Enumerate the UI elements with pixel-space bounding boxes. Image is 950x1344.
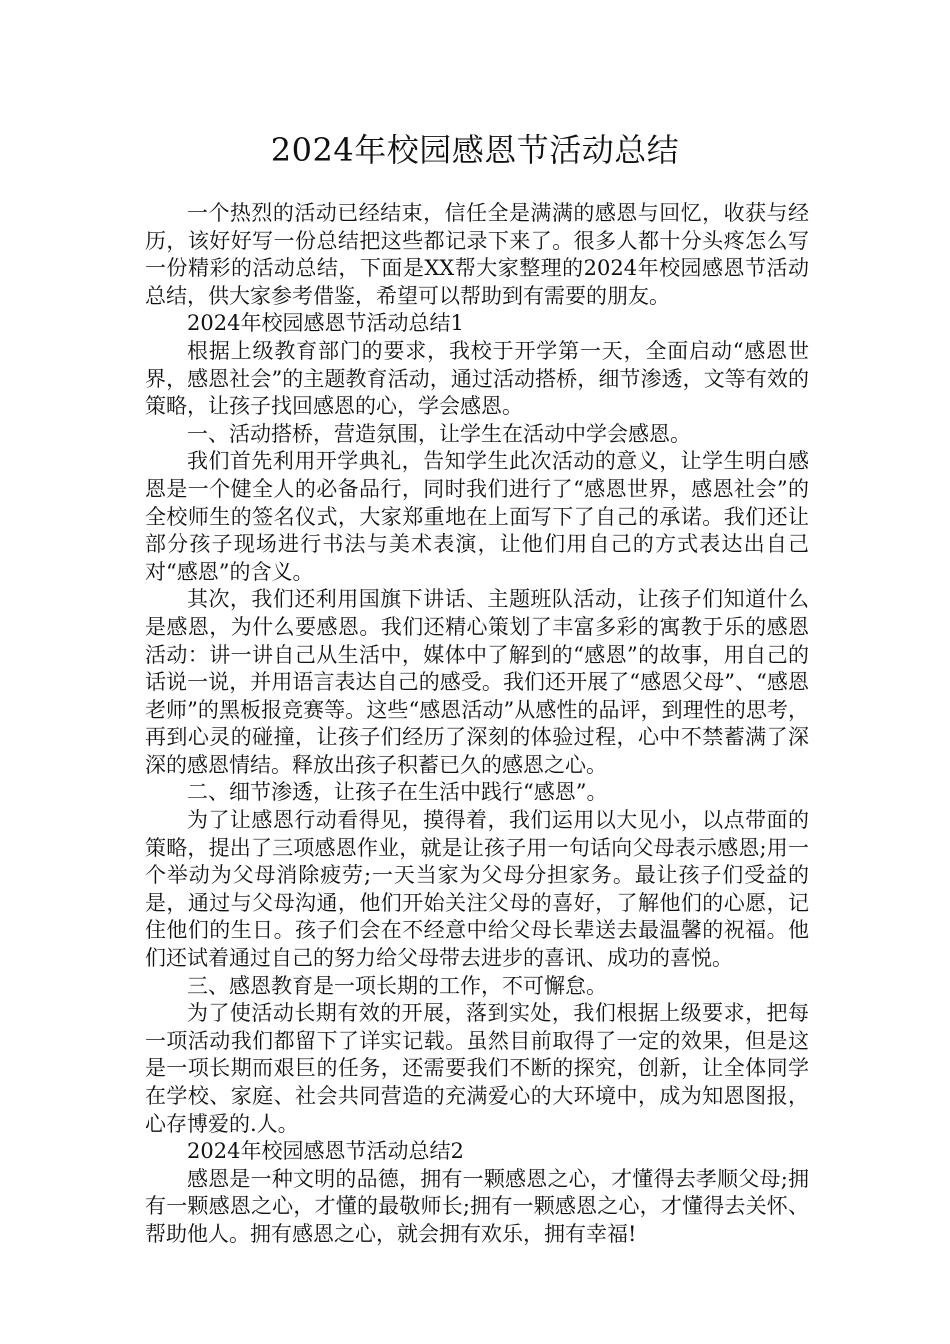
subheading: 三、感恩教育是一项长期的工作，不可懈怠。 bbox=[187, 973, 607, 998]
paragraph: 其次，我们还利用国旗下讲话、主题班队活动，让孩子们知道什么是感恩，为什么要感恩。我们还精心策划了丰富多彩的寓教于乐的感恩活动：讲一讲自己从生活中，媒体中了解到的“感恩”的故事，用自己的话说一说，并用语言表达自己的感受。我们还开展了“感恩父母”、“感恩老师”的黑板报竞赛等。这些“感恩活动”从感性的品评，到理性的思考，再到心灵的碰撞，让孩子们经历了深刻的体验过程，心中不禁蓄满了深深的感恩情结。释放出孩子积蓄已久的感恩之心。 bbox=[145, 587, 809, 777]
paragraph: 根据上级教育部门的要求，我校于开学第一天，全面启动“感恩世界，感恩社会”的主题教育活动，通过活动搭桥，细节渗透，文等有效的策略，让孩子找回感恩的心，学会感恩。 bbox=[145, 338, 809, 419]
intro-paragraph: 一个热烈的活动已经结束，信任全是满满的感恩与回忆，收获与经历，该好好写一份总结把这些都记录下来了。很多人都十分头疼怎么写一份精彩的活动总结，下面是XX帮大家整理的2024年校园感恩节活动总结，供大家参考借鉴，希望可以帮助到有需要的朋友。 bbox=[145, 201, 809, 308]
paragraph: 我们首先利用开学典礼，告知学生此次活动的意义，让学生明白感恩是一个健全人的必备品行，同时我们进行了“感恩世界，感恩社会”的全校师生的签名仪式，大家郑重地在上面写下了自己的承诺。我们还让部分孩子现场进行书法与美术表演，让他们用自己的方式表达出自己对“感恩”的含义。 bbox=[145, 449, 809, 584]
document-title: 2024年校园感恩节活动总结 bbox=[270, 131, 680, 169]
section-heading: 2024年校园感恩节活动总结2 bbox=[187, 1139, 464, 1164]
paragraph: 为了让感恩行动看得见，摸得着，我们运用以大见小，以点带面的策略，提出了三项感恩作业，就是让孩子用一句话向父母表示感恩;用一个举动为父母消除疲劳;一天当家为父母分担家务。最让孩子们受益的是，通过与父母沟通，他们开始关注父母的喜好，了解他们的心愿，记住他们的生日。孩子们会在不经意中给父母长辈送去最温馨的祝福。他们还试着通过自己的努力给父母带去进步的喜讯、成功的喜悦。 bbox=[145, 808, 809, 971]
subheading: 二、细节渗透，让孩子在生活中践行“感恩”。 bbox=[187, 780, 608, 805]
paragraph: 为了使活动长期有效的开展，落到实处，我们根据上级要求，把每一项活动我们都留下了详实记载。虽然目前取得了一定的效果，但是这是一项长期而艰巨的任务，还需要我们不断的探究，创新，让全体同学在学校、家庭、社会共同营造的充满爱心的大环境中，成为知恩图报，心存博爱的.人。 bbox=[145, 1001, 809, 1136]
subheading: 一、活动搭桥，营造氛围，让学生在活动中学会感恩。 bbox=[187, 421, 691, 446]
paragraph: 感恩是一种文明的品德，拥有一颗感恩之心，才懂得去孝顺父母;拥有一颗感恩之心，才懂的最敬师长;拥有一颗感恩之心，才懂得去关怀、帮助他人。拥有感恩之心，就会拥有欢乐，拥有幸福! bbox=[145, 1166, 809, 1246]
section-heading: 2024年校园感恩节活动总结1 bbox=[187, 311, 464, 336]
document-body bbox=[145, 200, 809, 1249]
